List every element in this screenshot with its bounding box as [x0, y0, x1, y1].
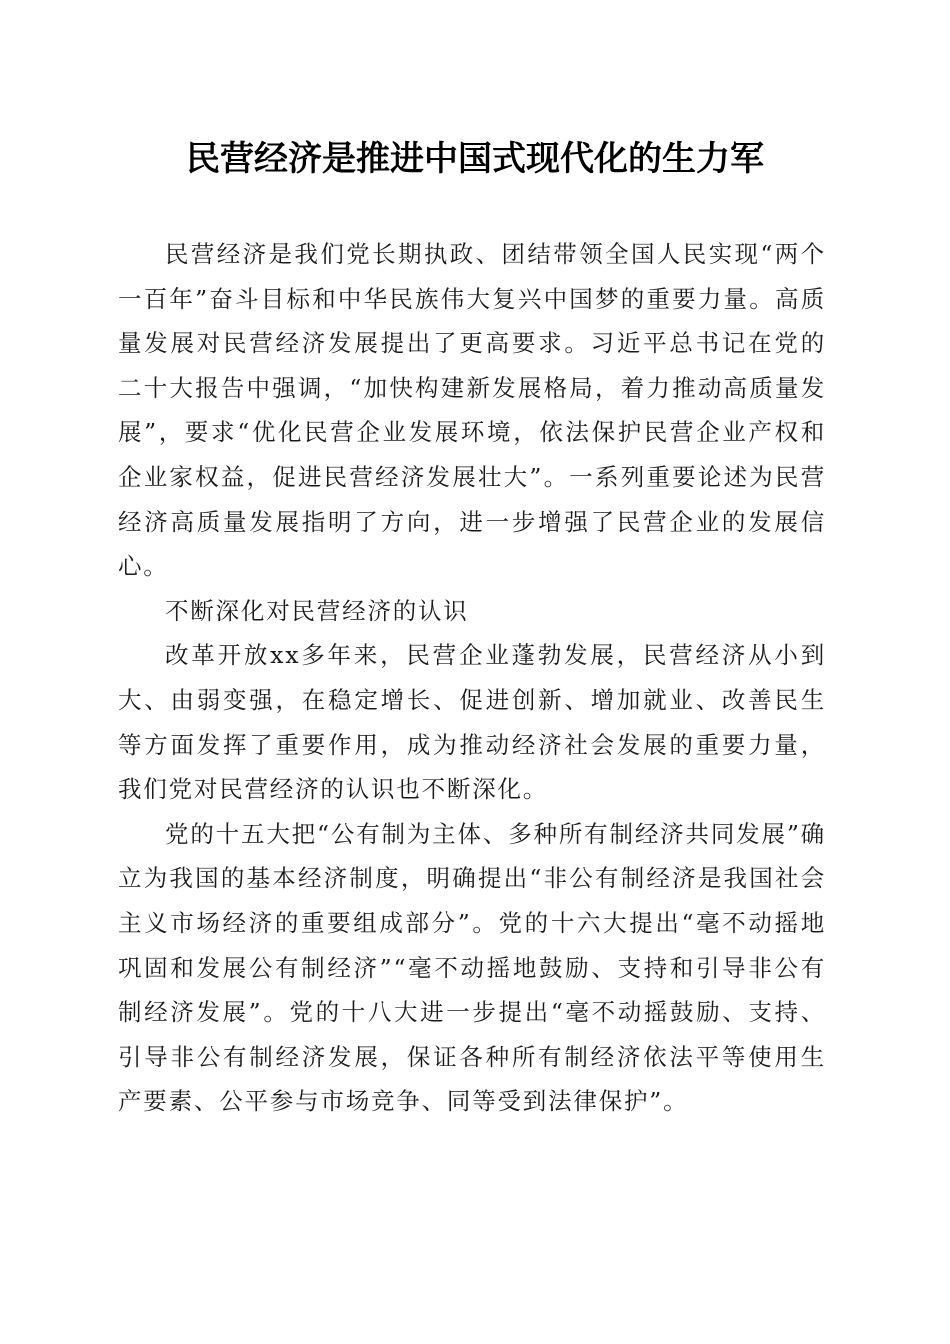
document-body	[118, 232, 826, 1124]
intro-paragraph: 民营经济是我们党长期执政、团结带领全国人民实现“两个一百年”奋斗目标和中华民族伟大复兴中国梦的重要力量。高质量发展对民营经济发展提出了更高要求。习近平总书记在党的二十大报告中强调，“加快构建新发展格局，着力推动高质量发展”，要求“优化民营企业发展环境，依法保护民营企业产权和企业家权益，促进民营经济发展壮大”。一系列重要论述为民营经济高质量发展指明了方向，进一步增强了民营企业的发展信心。	[118, 240, 826, 581]
section-heading: 不断深化对民营经济的认识	[165, 596, 469, 625]
body-paragraph: 党的十五大把“公有制为主体、多种所有制经济共同发展”确立为我国的基本经济制度，明确提出“非公有制经济是我国社会主义市场经济的重要组成部分”。党的十六大提出“毫不动摇地巩固和发展公有制经济”“毫不动摇地鼓励、支持和引导非公有制经济发展”。党的十八大进一步提出“毫不动摇鼓励、支持、引导非公有制经济发展，保证各种所有制经济依法平等使用生产要素、公平参与市场竞争、同等受到法律保护”。	[118, 819, 826, 1116]
document-title: 民营经济是推进中国式现代化的生力军	[186, 139, 764, 179]
body-paragraph: 改革开放xx多年来，民营企业蓬勃发展，民营经济从小到大、由弱变强，在稳定增长、促进创新、增加就业、改善民生等方面发挥了重要作用，成为推动经济社会发展的重要力量，我们党对民营经济的认识也不断深化。	[118, 641, 826, 804]
